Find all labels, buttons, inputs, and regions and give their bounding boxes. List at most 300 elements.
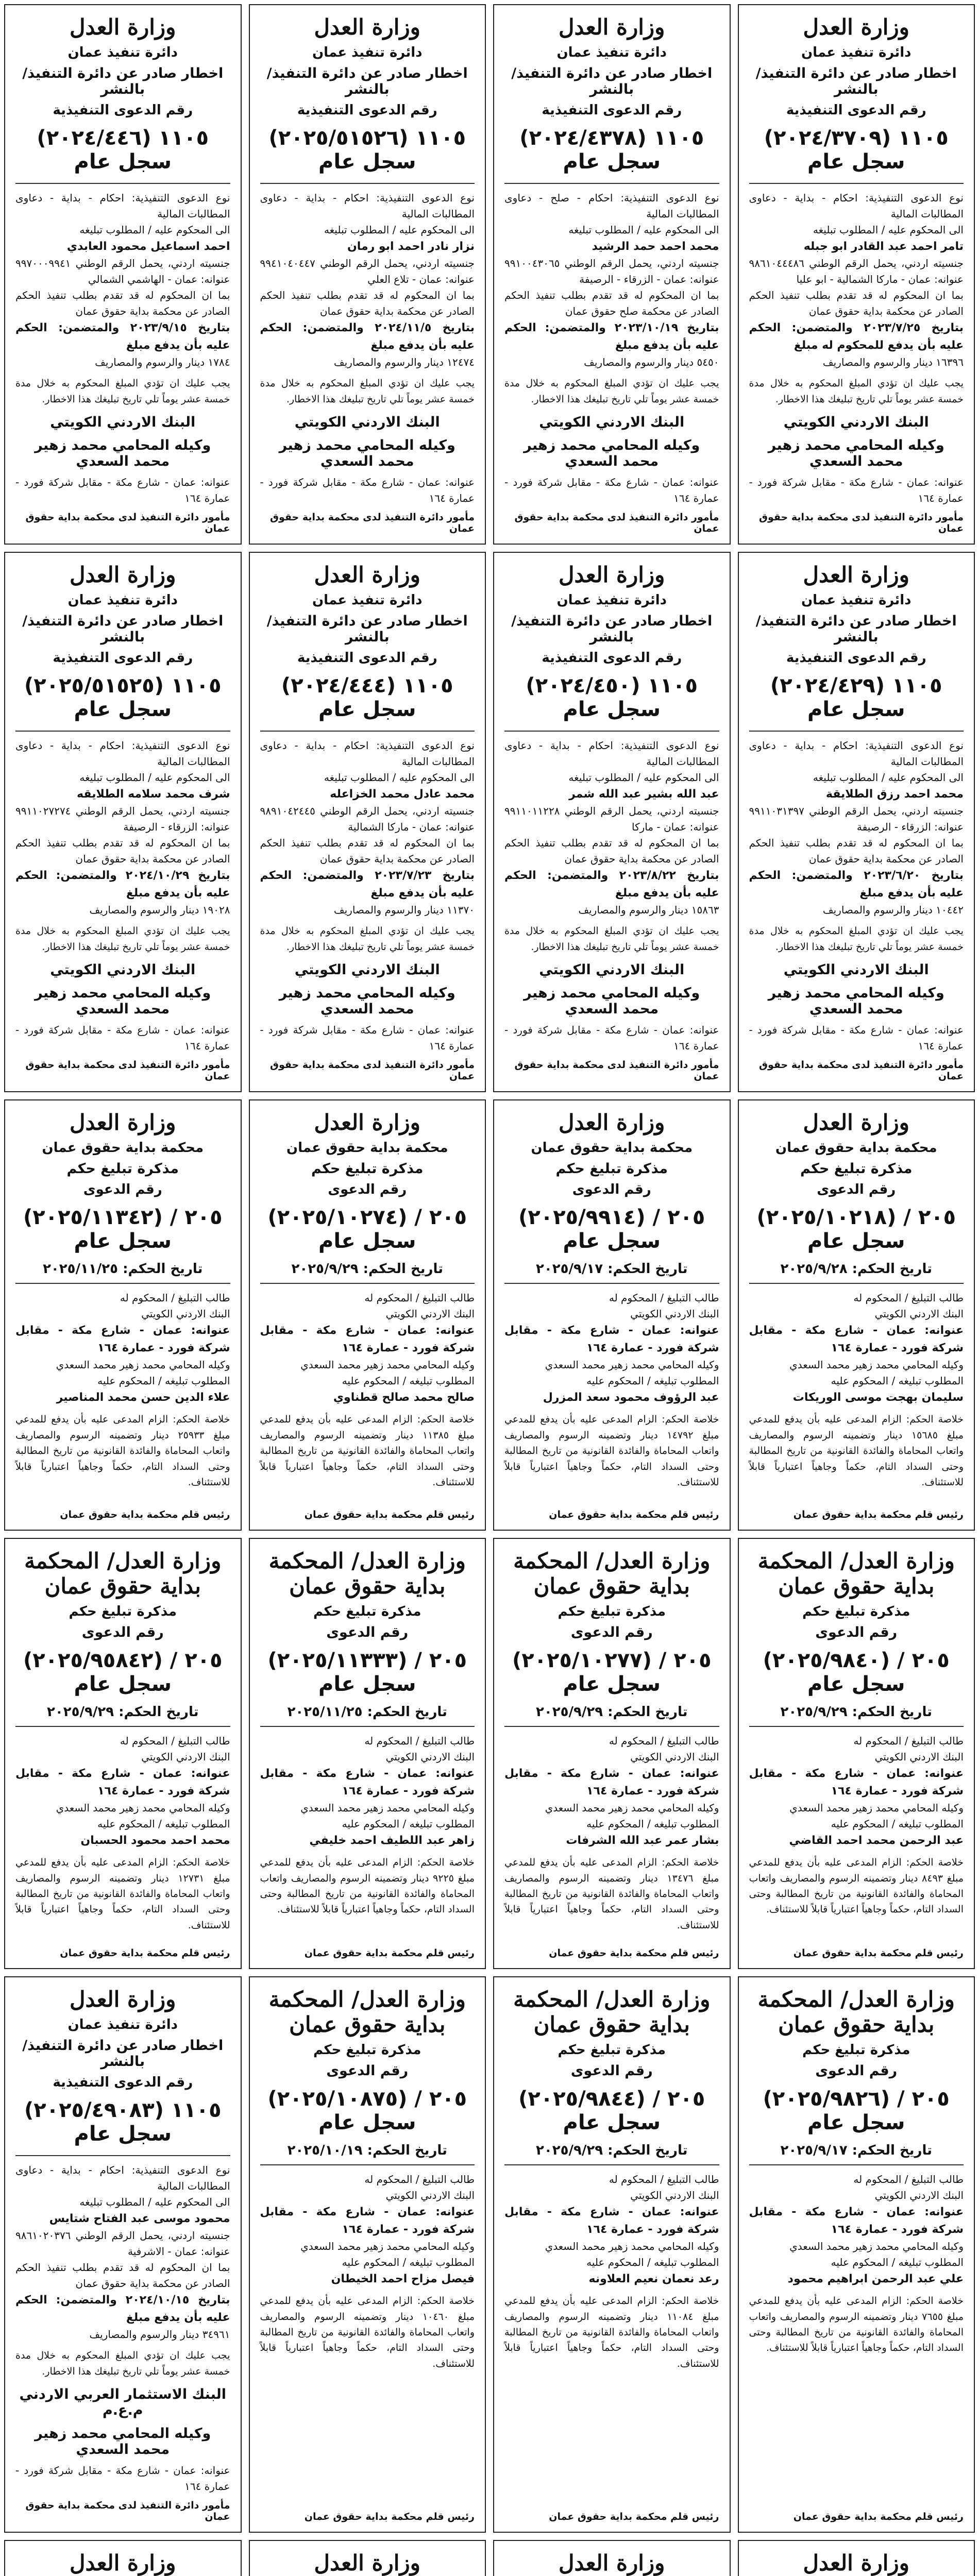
notice-body: خلاصة الحكم: الزام المدعى عليه بأن يدفع للمدعي مبلغ ١٥٦٨٥ دينار وتضمينه الرسوم والمصاريف واتعاب المحاماة والفائدة القانونية من تاريخ المطالبة وحتى السداد التام، حكماً وجاهياً اعتبارياً قابلاً للاستئناف. — [749, 1414, 964, 1488]
divider — [749, 1726, 964, 1727]
notice-footer: رئيس قلم محكمة بداية حقوق عمان — [304, 1509, 475, 1520]
notice-subheading: رقم الدعوى التنفيذية — [786, 650, 926, 666]
notice-line: ١١٣٧٠ دينار والرسوم والمصاريف — [333, 904, 475, 917]
notice-line: الى المحكوم عليه / المطلوب تبليغه — [79, 224, 230, 236]
legal-notice — [738, 2540, 975, 2576]
notice-subheading: رقم الدعوى — [572, 1182, 651, 1198]
notice-line: بما ان المحكوم له قد تقدم بطلب تنفيذ الحكم الصادر عن محكمة بداية حقوق عمان — [749, 837, 964, 866]
notice-line: وكيله المحامي محمد زهير محمد السعدي — [545, 1359, 719, 1371]
legal-notice — [4, 552, 242, 1092]
notice-department: مذكرة تبليغ حكم — [313, 1604, 421, 1619]
notice-bank: البنك الاردني الكويتي — [539, 414, 685, 431]
notice-line: المطلوب تبليغه / المحكوم عليه — [586, 1818, 719, 1831]
notice-ministry-title: وزارة العدل/ المحكمة بداية حقوق عمان — [513, 1986, 711, 2037]
notice-line: عبد الرؤوف محمود سعد المزرل — [543, 1391, 719, 1404]
legal-notice — [249, 4, 486, 545]
notice-lines — [504, 738, 719, 918]
notice-line: بما ان المحكوم له قد تقدم بطلب تنفيذ الحكم الصادر عن محكمة صلح حقوق عمان — [504, 289, 719, 318]
divider — [260, 1283, 475, 1284]
notice-line: المطلوب تبليغه / المحكوم عليه — [342, 1818, 475, 1831]
notice-line: عنوانه: عمان - شارع مكة - مقابل شركة فورد - عمارة ١٦٤ — [15, 1767, 230, 1798]
notice-case-number: ٢٠٥ / (٢٠٢٥/٩٩١٤) سجل عام — [518, 1206, 705, 1253]
notice-line: محمد احمد رزق الطلايقة — [825, 788, 964, 801]
notice-case-number: ١١٠٥ (٢٠٢٥/٥١٥٢٥) سجل عام — [24, 674, 222, 722]
notice-bank: البنك الاردني الكويتي — [783, 414, 929, 431]
notice-department: مذكرة تبليغ حكم — [802, 1604, 910, 1619]
notice-heading: رقم الدعوى — [326, 2062, 409, 2079]
notice-department: دائرة تنفيذ عمان — [801, 592, 912, 608]
notice-line: بما ان المحكوم له قد تقدم بطلب تنفيذ الحكم الصادر عن محكمة بداية حقوق عمان — [504, 837, 719, 866]
notice-footer: رئيس قلم محكمة بداية حقوق عمان — [549, 2511, 719, 2522]
notice-case-number: ١١٠٥ (٢٠٢٥/٥١٥٢٦) سجل عام — [268, 126, 466, 174]
notice-subheading: رقم الدعوى التنفيذية — [542, 103, 682, 118]
divider — [260, 2164, 475, 2165]
notice-line: محمود موسى عبد الفتاح شتايس — [49, 2212, 230, 2225]
notice-agent: وكيله المحامي محمد زهير محمد السعدي — [768, 437, 944, 470]
notice-subheading: رقم الدعوى التنفيذية — [786, 103, 926, 118]
notice-address: عنوانه: عمان - شارع مكة - مقابل شركة فورد - عمارة ١٦٤ — [260, 1024, 475, 1053]
notice-date: تاريخ الحكم: ٢٠٢٥/٩/٢٨ — [780, 1261, 932, 1277]
notice-line: بتاريخ ٢٠٢٣/٧/٢٣ والمتضمن: الحكم عليه بأن يدفع مبلغ — [260, 869, 475, 900]
notice-lines — [260, 2172, 475, 2288]
notice-line: جنسيته اردني، يحمل الرقم الوطني ٩٨٩١٠٤٢٤٤٥ عنوانه: عمان - ماركا الشمالية — [260, 805, 475, 834]
notice-ministry-title: وزارة العدل — [70, 2550, 176, 2575]
legal-notice — [738, 552, 975, 1092]
notice-line: نوع الدعوى التنفيذية: احكام - بداية - دعاوى المطالبات المالية — [260, 739, 475, 768]
notice-agent: وكيله المحامي محمد زهير محمد السعدي — [768, 985, 944, 1018]
notice-footer: رئيس قلم محكمة بداية حقوق عمان — [549, 1947, 719, 1959]
notice-department: مذكرة تبليغ حكم — [558, 2042, 666, 2058]
notice-agent: وكيله المحامي محمد زهير محمد السعدي — [279, 437, 455, 470]
notice-agent: وكيله المحامي محمد زهير محمد السعدي — [279, 985, 455, 1018]
notice-body: يجب عليك ان تؤدي المبلغ المحكوم به خلال مدة خمسة عشر يوماً تلي تاريخ تبليغك هذا الاخطار. — [15, 925, 230, 953]
notice-department: مذكرة تبليغ حكم — [69, 1604, 177, 1619]
notice-line: الى المحكوم عليه / المطلوب تبليغه — [79, 2195, 230, 2208]
notice-line: البنك الاردني الكويتي — [630, 2189, 719, 2201]
notice-date: تاريخ الحكم: ٢٠٢٥/١١/٢٥ — [43, 1261, 203, 1277]
notice-address: عنوانه: عمان - شارع مكة - مقابل شركة فورد - عمارة ١٦٤ — [504, 476, 719, 505]
divider — [749, 2164, 964, 2165]
notice-line: تامر احمد عبد القادر ابو جبله — [803, 240, 964, 253]
notice-date: تاريخ الحكم: ٢٠٢٥/٩/٢٩ — [291, 1261, 443, 1277]
notice-heading: رقم الدعوى — [570, 1624, 653, 1640]
notice-line: نوع الدعوى التنفيذية: احكام - صلح - دعاوى المطالبات المالية — [504, 192, 719, 220]
notice-heading: اخطار صادر عن دائرة التنفيذ/ بالنشر — [755, 65, 957, 97]
notice-case-number: ٢٠٥ / (٢٠٢٥/١١٣٤٢) سجل عام — [23, 1206, 223, 1253]
notice-line: بتاريخ ٢٠٢٣/٦/٢٠ والمتضمن: الحكم عليه بأن يدفع مبلغ — [749, 869, 964, 900]
notice-body: خلاصة الحكم: الزام المدعى عليه بأن يدفع للمدعي مبلغ ٧٦٥٥ دينار وتضمينه الرسوم والمصاريف واتعاب المحاماة والفائدة القانونية من تاريخ المطالبة وحتى السداد التام، حكماً وجاهياً اعتبارياً قابلاً للاستئناف. — [749, 2295, 964, 2354]
divider — [749, 1283, 964, 1284]
notice-ministry-title: وزارة العدل/ المحكمة بداية حقوق عمان — [757, 1548, 955, 1599]
notice-line: البنك الاردني الكويتي — [630, 1308, 719, 1320]
notice-line: بشار عمر عبد الله الشرفات — [566, 1834, 719, 1848]
notice-ministry-title: وزارة العدل — [803, 562, 909, 588]
notice-line: عنوانه: عمان - شارع مكة - مقابل شركة فورد - عمارة ١٦٤ — [749, 1767, 964, 1798]
notice-line: جنسيته اردني، يحمل الرقم الوطني ٩٨٦١٠٢٠٣٧٦ عنوانه: عمان - الاشرفية — [15, 2229, 230, 2258]
notice-lines — [260, 1733, 475, 1850]
notice-department: محكمة بداية حقوق عمان — [531, 1140, 693, 1156]
notice-line: وكيله المحامي محمد زهير محمد السعدي — [300, 1359, 475, 1371]
notice-case-number: ٢٠٥ / (٢٠٢٥/١١٣٣٣) سجل عام — [267, 1649, 467, 1696]
legal-notice — [4, 1538, 242, 1969]
notice-bank: البنك الاردني الكويتي — [294, 414, 440, 431]
notice-line: البنك الاردني الكويتي — [141, 1308, 230, 1320]
notice-bank: البنك الاردني الكويتي — [783, 962, 929, 978]
notice-line: فيصل مزاح احمد الخيطان — [331, 2273, 475, 2286]
divider — [504, 2164, 719, 2165]
notice-lines — [15, 738, 230, 918]
notice-subheading: رقم الدعوى التنفيذية — [53, 103, 193, 118]
notice-line: طالب التبليغ / المحكوم له — [853, 2173, 964, 2185]
notice-body: يجب عليك ان تؤدي المبلغ المحكوم به خلال مدة خمسة عشر يوماً تلي تاريخ تبليغك هذا الاخطار. — [749, 925, 964, 953]
notice-line: المطلوب تبليغه / المحكوم عليه — [586, 2256, 719, 2269]
notice-line: عنوانه: عمان - شارع مكة - مقابل شركة فورد - عمارة ١٦٤ — [260, 2205, 475, 2236]
notice-address: عنوانه: عمان - شارع مكة - مقابل شركة فورد - عمارة ١٦٤ — [749, 1024, 964, 1053]
legal-notice — [4, 2540, 242, 2576]
notice-heading: اخطار صادر عن دائرة التنفيذ/ بالنشر — [755, 613, 957, 646]
notice-line: جنسيته اردني، يحمل الرقم الوطني ٩٩١٠٠٤٣٠٦٥ عنوانه: عمان - الزرقاء - الرصيفة — [504, 257, 719, 286]
notice-line: وكيله المحامي محمد زهير محمد السعدي — [56, 1802, 230, 1815]
notice-case-number: ٢٠٥ / (٢٠٢٥/١٠٢١٨) سجل عام — [756, 1206, 956, 1253]
divider — [15, 731, 230, 732]
notice-heading: اخطار صادر عن دائرة التنفيذ/ بالنشر — [266, 613, 468, 646]
notice-footer: مأمور دائرة التنفيذ لدى محكمة بداية حقوق عمان — [758, 1059, 964, 1082]
notice-address: عنوانه: عمان - شارع مكة - مقابل شركة فورد - عمارة ١٦٤ — [15, 476, 230, 505]
notice-date: تاريخ الحكم: ٢٠٢٥/٩/١٧ — [536, 1261, 688, 1277]
notice-address: عنوانه: عمان - شارع مكة - مقابل شركة فورد - عمارة ١٦٤ — [15, 2464, 230, 2493]
notice-line: الى المحكوم عليه / المطلوب تبليغه — [324, 771, 475, 784]
notice-line: وكيله المحامي محمد زهير محمد السعدي — [545, 1802, 719, 1815]
notice-line: عنوانه: عمان - شارع مكة - مقابل شركة فورد - عمارة ١٦٤ — [504, 2205, 719, 2236]
notice-ministry-title: وزارة العدل — [70, 14, 176, 40]
legal-notice — [493, 1099, 731, 1531]
notice-line: عنوانه: عمان - شارع مكة - مقابل شركة فورد - عمارة ١٦٤ — [15, 1324, 230, 1355]
notice-line: عنوانه: عمان - شارع مكة - مقابل شركة فورد - عمارة ١٦٤ — [260, 1767, 475, 1798]
legal-notice — [249, 1538, 486, 1969]
notice-date: تاريخ الحكم: ٢٠٢٥/٩/٢٩ — [780, 1704, 932, 1720]
notice-line: طالب التبليغ / المحكوم له — [120, 1292, 230, 1304]
notice-footer: رئيس قلم محكمة بداية حقوق عمان — [60, 1509, 230, 1520]
notice-line: نوع الدعوى التنفيذية: احكام - بداية - دعاوى المطالبات المالية — [749, 739, 964, 768]
notice-ministry-title: وزارة العدل — [559, 2550, 665, 2575]
notice-date: تاريخ الحكم: ٢٠٢٥/١٠/١٩ — [287, 2142, 447, 2158]
notice-footer: رئيس قلم محكمة بداية حقوق عمان — [793, 2511, 964, 2522]
notice-bank: البنك الاردني الكويتي — [50, 414, 196, 431]
notice-body: خلاصة الحكم: الزام المدعى عليه بأن يدفع للمدعي مبلغ ١١٣٨٥ دينار وتضمينه الرسوم والمصاريف واتعاب المحاماة والفائدة القانونية من تاريخ المطالبة وحتى السداد التام، حكماً وجاهياً اعتبارياً قابلاً للاستئناف. — [260, 1414, 475, 1488]
notice-line: الى المحكوم عليه / المطلوب تبليغه — [568, 771, 719, 784]
notice-body: خلاصة الحكم: الزام المدعى عليه بأن يدفع للمدعي مبلغ ٩٢٢٥ دينار وتضمينه الرسوم والمصاريف واتعاب المحاماة والفائدة القانونية من تاريخ المطالبة وحتى السداد التام، حكماً وجاهياً اعتبارياً قابلاً للاستئناف. — [260, 1857, 475, 1916]
notice-heading: مذكرة تبليغ حكم — [311, 1161, 424, 1177]
notice-line: جنسيته اردني، يحمل الرقم الوطني ٩٨٦١٠٤٤٤٨٦ عنوانه: عمان - ماركا الشمالية - ابو عليا — [749, 257, 964, 286]
notice-line: بتاريخ ٢٠٢٤/١٠/٢٩ والمتضمن: الحكم عليه بأن يدفع مبلغ — [15, 869, 230, 900]
notice-lines — [504, 1290, 719, 1406]
notice-line: بما ان المحكوم له قد تقدم بطلب تنفيذ الحكم الصادر عن محكمة بداية حقوق عمان — [15, 837, 230, 866]
notice-heading: اخطار صادر عن دائرة التنفيذ/ بالنشر — [266, 65, 468, 97]
notice-line: طالب التبليغ / المحكوم له — [364, 1735, 475, 1747]
legal-notice — [738, 1099, 975, 1531]
notice-address: عنوانه: عمان - شارع مكة - مقابل شركة فورد - عمارة ١٦٤ — [749, 476, 964, 505]
notice-date: تاريخ الحكم: ٢٠٢٥/٩/٢٩ — [536, 2142, 688, 2158]
notice-heading: مذكرة تبليغ حكم — [555, 1161, 668, 1177]
notice-case-number: ١١٠٥ (٢٠٢٥/٤٩٠٨٣) سجل عام — [24, 2098, 222, 2146]
notice-line: البنك الاردني الكويتي — [874, 2189, 964, 2201]
legal-notice — [738, 4, 975, 545]
notice-body: خلاصة الحكم: الزام المدعى عليه بأن يدفع للمدعي مبلغ ١١٠٨٤ دينار وتضمينه الرسوم والمصاريف واتعاب المحاماة والفائدة القانونية من تاريخ المطالبة وحتى السداد التام، حكماً وجاهياً اعتبارياً قابلاً للاستئناف. — [504, 2295, 719, 2369]
notice-lines — [504, 190, 719, 370]
notice-department: دائرة تنفيذ عمان — [312, 592, 423, 608]
notice-body: يجب عليك ان تؤدي المبلغ المحكوم به خلال مدة خمسة عشر يوماً تلي تاريخ تبليغك هذا الاخطار. — [15, 2350, 230, 2377]
notice-lines — [749, 738, 964, 918]
notice-line: وكيله المحامي محمد زهير محمد السعدي — [789, 1359, 964, 1371]
legal-notice — [493, 4, 731, 545]
notice-case-number: ١١٠٥ (٢٠٢٤/٤٤٦) سجل عام — [37, 126, 209, 174]
notice-ministry-title: وزارة العدل — [314, 14, 420, 40]
notice-line: جنسيته اردني، يحمل الرقم الوطني ٩٩١١٠١١٢٢٨ عنوانه: عمان - ماركا — [504, 805, 719, 834]
notice-case-number: ٢٠٥ / (٢٠٢٥/٩٨٤٠) سجل عام — [763, 1649, 950, 1696]
notice-line: عنوانه: عمان - شارع مكة - مقابل شركة فورد - عمارة ١٦٤ — [504, 1767, 719, 1798]
notice-lines — [749, 1290, 964, 1406]
notice-line: البنك الاردني الكويتي — [874, 1308, 964, 1320]
notice-department: مذكرة تبليغ حكم — [313, 2042, 421, 2058]
notice-line: بتاريخ ٢٠٢٣/٩/١٥ والمتضمن: الحكم عليه بأن يدفع مبلغ — [15, 321, 230, 352]
notice-lines — [15, 2162, 230, 2343]
notice-line: طالب التبليغ / المحكوم له — [853, 1735, 964, 1747]
notice-line: المطلوب تبليغه / المحكوم عليه — [586, 1375, 719, 1387]
notice-address: عنوانه: عمان - شارع مكة - مقابل شركة فورد - عمارة ١٦٤ — [260, 476, 475, 505]
divider — [15, 183, 230, 184]
notice-lines — [749, 190, 964, 370]
notice-line: وكيله المحامي محمد زهير محمد السعدي — [545, 2240, 719, 2253]
notice-lines — [15, 1290, 230, 1406]
notice-subheading: رقم الدعوى التنفيذية — [297, 103, 437, 118]
notice-line: سليمان بهجت موسى الوريكات — [792, 1391, 964, 1404]
notice-ministry-title: وزارة العدل — [70, 1986, 176, 2012]
notice-line: المطلوب تبليغه / المحكوم عليه — [342, 1375, 475, 1387]
notice-department: دائرة تنفيذ عمان — [312, 45, 423, 60]
notice-line: ٥٤٥٠ دينار والرسوم والمصاريف — [584, 356, 719, 369]
notice-footer: مأمور دائرة التنفيذ لدى محكمة بداية حقوق عمان — [25, 2499, 230, 2522]
notice-line: بما ان المحكوم له قد تقدم بطلب تنفيذ الحكم الصادر عن محكمة بداية حقوق عمان — [15, 2261, 230, 2290]
notice-heading: اخطار صادر عن دائرة التنفيذ/ بالنشر — [22, 613, 224, 646]
notice-subheading: رقم الدعوى التنفيذية — [542, 650, 682, 666]
notice-line: عبد الرحمن محمد احمد القاضي — [789, 1834, 964, 1848]
notice-line: المطلوب تبليغه / المحكوم عليه — [97, 1375, 230, 1387]
notice-case-number: ٢٠٥ / (٢٠٢٥/١٠٢٧٧) سجل عام — [512, 1649, 712, 1696]
notice-line: طالب التبليغ / المحكوم له — [120, 1735, 230, 1747]
notice-heading: اخطار صادر عن دائرة التنفيذ/ بالنشر — [511, 65, 713, 97]
notice-line: زاهر عبد اللطيف احمد خليفي — [309, 1834, 475, 1848]
notice-subheading: رقم الدعوى التنفيذية — [53, 650, 193, 666]
legal-notice — [493, 1976, 731, 2533]
notice-line: بتاريخ ٢٠٢٣/١٠/١٩ والمتضمن: الحكم عليه بأن يدفع مبلغ — [504, 321, 719, 352]
notice-line: محمد عادل محمد الخزاعله — [330, 788, 475, 801]
notice-heading: اخطار صادر عن دائرة التنفيذ/ بالنشر — [511, 613, 713, 646]
notice-footer: رئيس قلم محكمة بداية حقوق عمان — [60, 1947, 230, 1959]
legal-notice — [738, 1538, 975, 1969]
notice-agent: وكيله المحامي محمد زهير محمد السعدي — [524, 985, 700, 1018]
notice-line: المطلوب تبليغه / المحكوم عليه — [831, 1818, 964, 1831]
notice-line: الى المحكوم عليه / المطلوب تبليغه — [324, 224, 475, 236]
divider — [260, 731, 475, 732]
notice-line: عبد الله بشير عبد الله شمر — [569, 788, 719, 801]
legal-notice — [493, 1538, 731, 1969]
notice-footer: مأمور دائرة التنفيذ لدى محكمة بداية حقوق عمان — [269, 1059, 475, 1082]
legal-notice — [249, 2540, 486, 2576]
notice-line: جنسيته اردني، يحمل الرقم الوطني ٩٩٧٠٠٠٩٩٤١ عنوانه: عمان - الهاشمي الشمالي — [15, 257, 230, 286]
notice-footer: مأمور دائرة التنفيذ لدى محكمة بداية حقوق عمان — [269, 512, 475, 535]
notice-body: خلاصة الحكم: الزام المدعى عليه بأن يدفع للمدعي مبلغ ١٢٧٣١ دينار وتضمينه الرسوم والمصاريف واتعاب المحاماة والفائدة القانونية من تاريخ المطالبة وحتى السداد التام، حكماً وجاهياً اعتبارياً قابلاً للاستئناف. — [15, 1857, 230, 1931]
legal-notice — [493, 2540, 731, 2576]
notice-footer: مأمور دائرة التنفيذ لدى محكمة بداية حقوق عمان — [514, 1059, 719, 1082]
notice-line: المطلوب تبليغه / المحكوم عليه — [831, 2256, 964, 2269]
notice-line: صالح محمد صالح قطناوي — [333, 1391, 475, 1404]
notice-case-number: ٢٠٥ / (٢٠٢٥/٩٥٨٤٢) سجل عام — [23, 1649, 223, 1696]
notice-line: الى المحكوم عليه / المطلوب تبليغه — [568, 224, 719, 236]
notice-case-number: ١١٠٥ (٢٠٢٤/٣٧٠٩) سجل عام — [764, 126, 949, 174]
notice-line: رعد نعمان نعيم العلاونه — [588, 2273, 719, 2286]
notice-line: وكيله المحامي محمد زهير محمد السعدي — [789, 1802, 964, 1815]
notice-agent: وكيله المحامي محمد زهير محمد السعدي — [35, 985, 211, 1018]
legal-notice — [738, 1976, 975, 2533]
notice-line: بما ان المحكوم له قد تقدم بطلب تنفيذ الحكم الصادر عن محكمة بداية حقوق عمان — [260, 837, 475, 866]
notice-line: البنك الاردني الكويتي — [874, 1751, 964, 1763]
notice-department: محكمة بداية حقوق عمان — [775, 1140, 937, 1156]
notice-body: خلاصة الحكم: الزام المدعى عليه بأن يدفع للمدعي مبلغ ١٠٤٦٠ دينار وتضمينه الرسوم والمصاريف واتعاب المحاماة والفائدة القانونية من تاريخ المطالبة وحتى السداد التام، حكماً وجاهياً اعتبارياً قابلاً للاستئناف. — [260, 2295, 475, 2369]
notice-line: عنوانه: عمان - شارع مكة - مقابل شركة فورد - عمارة ١٦٤ — [260, 1324, 475, 1355]
notice-line: ١٥٨٦٣ دينار والرسوم والمصاريف — [578, 904, 719, 917]
notice-heading: رقم الدعوى — [326, 1624, 409, 1640]
notice-line: ١٧٨٤ دينار والرسوم والمصاريف — [95, 356, 230, 369]
notice-line: طالب التبليغ / المحكوم له — [853, 1292, 964, 1304]
notice-lines — [504, 1733, 719, 1850]
notice-date: تاريخ الحكم: ٢٠٢٥/٩/٢٩ — [536, 1704, 688, 1720]
notice-line: ١٩٠٢٨ دينار والرسوم والمصاريف — [89, 904, 230, 917]
notice-case-number: ١١٠٥ (٢٠٢٤/٤٤٤) سجل عام — [281, 674, 453, 722]
notice-agent: وكيله المحامي محمد زهير محمد السعدي — [35, 2425, 211, 2458]
notice-line: بتاريخ ٢٠٢٤/١٠/١٥ والمتضمن: الحكم عليه بأن يدفع مبلغ — [15, 2293, 230, 2325]
notice-line: نوع الدعوى التنفيذية: احكام - بداية - دعاوى المطالبات المالية — [749, 192, 964, 220]
notice-bank: البنك الاردني الكويتي — [294, 962, 440, 978]
notice-footer: رئيس قلم محكمة بداية حقوق عمان — [793, 1509, 964, 1520]
notice-line: البنك الاردني الكويتي — [385, 1751, 475, 1763]
notice-line: وكيله المحامي محمد زهير محمد السعدي — [300, 1802, 475, 1815]
notice-line: طالب التبليغ / المحكوم له — [364, 2173, 475, 2185]
divider — [15, 2155, 230, 2156]
notice-line: البنك الاردني الكويتي — [385, 1308, 475, 1320]
notice-date: تاريخ الحكم: ٢٠٢٥/٩/١٧ — [780, 2142, 932, 2158]
notice-line: نوع الدعوى التنفيذية: احكام - بداية - دعاوى المطالبات المالية — [15, 2163, 230, 2192]
notice-ministry-title: وزارة العدل — [314, 1110, 420, 1136]
notice-line: جنسيته اردني، يحمل الرقم الوطني ٩٩١١٠٣١٣٩٧ عنوانه: الزرقاء - الرصيفة — [749, 805, 964, 834]
notice-lines — [260, 1290, 475, 1406]
divider — [260, 183, 475, 184]
notice-line: نوع الدعوى التنفيذية: احكام - بداية - دعاوى المطالبات المالية — [15, 192, 230, 220]
legal-notice — [4, 1099, 242, 1531]
notice-line: بما ان المحكوم له قد تقدم بطلب تنفيذ الحكم الصادر عن محكمة بداية حقوق عمان — [260, 289, 475, 318]
notice-subheading: رقم الدعوى التنفيذية — [53, 2074, 193, 2090]
notice-ministry-title: وزارة العدل — [803, 14, 909, 40]
notice-ministry-title: وزارة العدل — [559, 562, 665, 588]
notice-line: ١٢٤٧٤ دينار والرسوم والمصاريف — [333, 356, 475, 369]
notice-lines — [504, 2172, 719, 2288]
notice-body: يجب عليك ان تؤدي المبلغ المحكوم به خلال مدة خمسة عشر يوماً تلي تاريخ تبليغك هذا الاخطار. — [260, 378, 475, 405]
notice-line: ١٦٣٩٦ دينار والرسوم والمصاريف — [822, 356, 964, 369]
notice-date: تاريخ الحكم: ٢٠٢٥/٩/٢٩ — [47, 1704, 199, 1720]
notice-lines — [15, 1733, 230, 1850]
legal-notice — [4, 4, 242, 545]
notice-subheading: رقم الدعوى التنفيذية — [297, 650, 437, 666]
notice-footer: مأمور دائرة التنفيذ لدى محكمة بداية حقوق عمان — [758, 512, 964, 535]
notice-line: بما ان المحكوم له قد تقدم بطلب تنفيذ الحكم الصادر عن محكمة بداية حقوق عمان — [749, 289, 964, 318]
notice-ministry-title: وزارة العدل — [559, 14, 665, 40]
notice-line: الى المحكوم عليه / المطلوب تبليغه — [813, 771, 964, 784]
notice-department: دائرة تنفيذ عمان — [67, 45, 178, 60]
notice-ministry-title: وزارة العدل/ المحكمة بداية حقوق عمان — [757, 1986, 955, 2037]
notice-body: خلاصة الحكم: الزام المدعى عليه بأن يدفع للمدعي مبلغ ٨٤٩٣ دينار وتضمينه الرسوم والمصاريف واتعاب المحاماة والفائدة القانونية من تاريخ المطالبة وحتى السداد التام، حكماً وجاهياً اعتبارياً قابلاً للاستئناف. — [749, 1857, 964, 1916]
notice-line: بتاريخ ٢٠٢٣/٨/٢٢ والمتضمن: الحكم عليه بأن يدفع مبلغ — [504, 869, 719, 900]
notice-department: دائرة تنفيذ عمان — [556, 592, 667, 608]
notice-lines — [749, 2172, 964, 2288]
notice-case-number: ١١٠٥ (٢٠٢٤/٤٥٠) سجل عام — [526, 674, 698, 722]
notice-heading: مذكرة تبليغ حكم — [800, 1161, 913, 1177]
notice-line: عنوانه: عمان - شارع مكة - مقابل شركة فورد - عمارة ١٦٤ — [749, 1324, 964, 1355]
notice-department: مذكرة تبليغ حكم — [558, 1604, 666, 1619]
notice-department: دائرة تنفيذ عمان — [67, 592, 178, 608]
notice-subheading: رقم الدعوى — [83, 1182, 162, 1198]
notice-line: ١٠٤٤٢ دينار والرسوم والمصاريف — [822, 904, 964, 917]
notice-line: محمد احمد حمد الرشيد — [592, 240, 719, 253]
notice-footer: رئيس قلم محكمة بداية حقوق عمان — [549, 1509, 719, 1520]
notice-line: طالب التبليغ / المحكوم له — [609, 1292, 719, 1304]
notice-department: محكمة بداية حقوق عمان — [286, 1140, 448, 1156]
notice-department: محكمة بداية حقوق عمان — [42, 1140, 204, 1156]
notice-lines — [749, 1733, 964, 1850]
notice-case-number: ١١٠٥ (٢٠٢٤/٤٢٩) سجل عام — [770, 674, 942, 722]
notice-ministry-title: وزارة العدل — [70, 1110, 176, 1136]
notice-line: بما ان المحكوم له قد تقدم بطلب تنفيذ الحكم الصادر عن محكمة بداية حقوق عمان — [15, 289, 230, 318]
notice-lines — [260, 190, 475, 370]
notice-footer: رئيس قلم محكمة بداية حقوق عمان — [304, 2511, 475, 2522]
notice-case-number: ٢٠٥ / (٢٠٢٥/٩٨٤٤) سجل عام — [518, 2087, 705, 2134]
notice-department: دائرة تنفيذ عمان — [556, 45, 667, 60]
notice-line: الى المحكوم عليه / المطلوب تبليغه — [79, 771, 230, 784]
notice-lines — [15, 190, 230, 370]
notice-bank: البنك الاردني الكويتي — [539, 962, 685, 978]
notice-ministry-title: وزارة العدل — [70, 562, 176, 588]
notice-line: عنوانه: عمان - شارع مكة - مقابل شركة فورد - عمارة ١٦٤ — [749, 2205, 964, 2236]
notice-heading: رقم الدعوى — [815, 1624, 898, 1640]
notice-ministry-title: وزارة العدل/ المحكمة بداية حقوق عمان — [513, 1548, 711, 1599]
notice-department: دائرة تنفيذ عمان — [801, 45, 912, 60]
notice-line: نوع الدعوى التنفيذية: احكام - بداية - دعاوى المطالبات المالية — [504, 739, 719, 768]
divider — [504, 1726, 719, 1727]
notice-body: خلاصة الحكم: الزام المدعى عليه بأن يدفع للمدعي مبلغ ٢٥٩٣٣ دينار وتضمينه الرسوم والمصاريف واتعاب المحاماة والفائدة القانونية من تاريخ المطالبة وحتى السداد التام، حكماً وجاهياً اعتبارياً قابلاً للاستئناف. — [15, 1414, 230, 1488]
notice-line: المطلوب تبليغه / المحكوم عليه — [342, 2256, 475, 2269]
notice-bank: البنك الاستثمار العربي الاردني م.ع.م — [19, 2386, 227, 2418]
notice-line: وكيله المحامي محمد زهير محمد السعدي — [300, 2240, 475, 2253]
notice-footer: مأمور دائرة التنفيذ لدى محكمة بداية حقوق عمان — [25, 512, 230, 535]
notice-ministry-title: وزارة العدل — [314, 562, 420, 588]
notices-grid — [4, 4, 975, 2576]
divider — [749, 731, 964, 732]
notice-subheading: رقم الدعوى — [328, 1182, 407, 1198]
notice-ministry-title: وزارة العدل — [803, 1110, 909, 1136]
notice-line: بتاريخ ٢٠٢٣/٧/٢٥ والمتضمن: الحكم عليه بأن يدفع للمحكوم له مبلغ — [749, 321, 964, 352]
notice-agent: وكيله المحامي محمد زهير محمد السعدي — [524, 437, 700, 470]
notice-agent: وكيله المحامي محمد زهير محمد السعدي — [35, 437, 211, 470]
notice-body: يجب عليك ان تؤدي المبلغ المحكوم به خلال مدة خمسة عشر يوماً تلي تاريخ تبليغك هذا الاخطار. — [504, 378, 719, 405]
notice-line: نوع الدعوى التنفيذية: احكام - بداية - دعاوى المطالبات المالية — [260, 192, 475, 220]
